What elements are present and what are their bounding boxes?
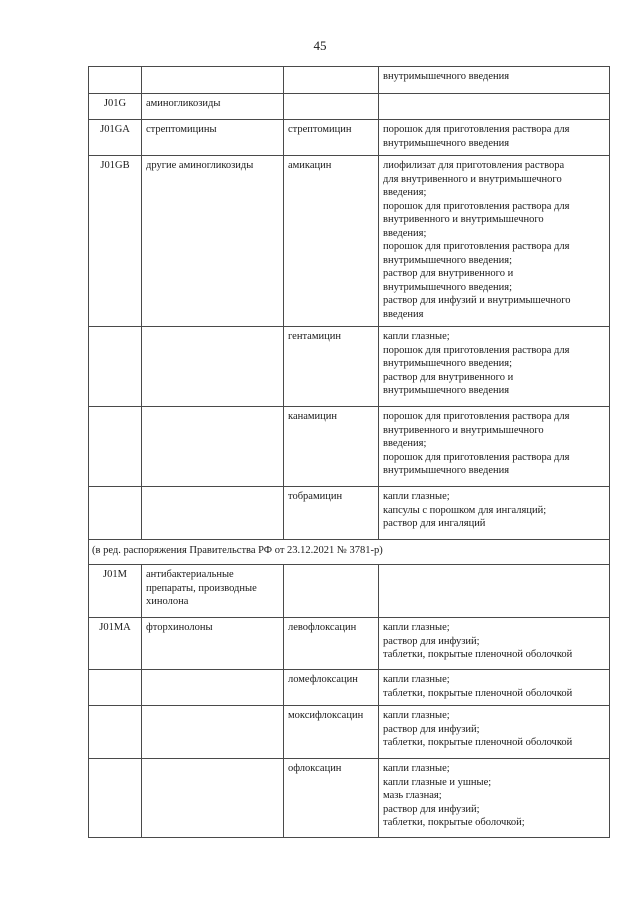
group-name-cell: стрептомицины bbox=[142, 120, 284, 156]
dosage-form-cell: капли глазные; капли глазные и ушные; мазь глазная; раствор для инфузий; таблетки, покрытые оболочкой; bbox=[379, 759, 610, 838]
group-name-cell bbox=[142, 706, 284, 759]
table-row bbox=[89, 565, 610, 618]
table-row bbox=[89, 706, 610, 759]
group-name-cell: фторхинолоны bbox=[142, 618, 284, 670]
atc-code-cell: J01G bbox=[89, 94, 142, 120]
atc-code-cell bbox=[89, 407, 142, 487]
table-row bbox=[89, 67, 610, 94]
atc-code-cell bbox=[89, 67, 142, 94]
group-name-cell bbox=[142, 759, 284, 838]
page-number: 45 bbox=[313, 38, 327, 53]
atc-code-cell: J01MA bbox=[89, 618, 142, 670]
atc-code-cell bbox=[89, 706, 142, 759]
dosage-form-cell: порошок для приготовления раствора для внутримышечного введения bbox=[379, 120, 610, 156]
group-name-cell bbox=[142, 487, 284, 540]
table-row bbox=[89, 407, 610, 487]
atc-code-cell bbox=[89, 327, 142, 407]
table-row bbox=[89, 759, 610, 838]
drug-name-cell: амикацин bbox=[284, 156, 379, 327]
amendment-note: (в ред. распоряжения Правительства РФ от 23.12.2021 № 3781-р) bbox=[89, 540, 610, 565]
table-row bbox=[89, 618, 610, 670]
table-row bbox=[89, 670, 610, 706]
group-name-cell: антибактериальные препараты, производные хинолона bbox=[142, 565, 284, 618]
group-name-cell bbox=[142, 67, 284, 94]
group-name-cell: другие аминогликозиды bbox=[142, 156, 284, 327]
drug-name-cell bbox=[284, 565, 379, 618]
drug-name-cell: канамицин bbox=[284, 407, 379, 487]
amendment-note-row bbox=[89, 540, 610, 565]
drug-name-cell: гентамицин bbox=[284, 327, 379, 407]
drug-name-cell: офлоксацин bbox=[284, 759, 379, 838]
dosage-form-cell: капли глазные; капсулы с порошком для ингаляций; раствор для ингаляций bbox=[379, 487, 610, 540]
group-name-cell: аминогликозиды bbox=[142, 94, 284, 120]
drug-name-cell: тобрамицин bbox=[284, 487, 379, 540]
table-row bbox=[89, 120, 610, 156]
atc-code-cell bbox=[89, 670, 142, 706]
dosage-form-cell: капли глазные; раствор для инфузий; таблетки, покрытые пленочной оболочкой bbox=[379, 618, 610, 670]
table-row bbox=[89, 327, 610, 407]
dosage-form-cell: внутримышечного введения bbox=[379, 67, 610, 94]
drug-name-cell: ломефлоксацин bbox=[284, 670, 379, 706]
drug-name-cell bbox=[284, 94, 379, 120]
dosage-form-cell bbox=[379, 565, 610, 618]
table-row bbox=[89, 94, 610, 120]
medicines-table bbox=[88, 66, 610, 838]
drug-name-cell: стрептомицин bbox=[284, 120, 379, 156]
dosage-form-cell: капли глазные; порошок для приготовления раствора для внутримышечного введения; раствор для внутривенного и внутримышечного введения bbox=[379, 327, 610, 407]
dosage-form-cell: лиофилизат для приготовления раствора для внутривенного и внутримышечного введения; порошок для приготовления раствора для внутривенного и внутримышечного введения; порошок для приготовления раствора для внутримышечного введения; раствор для внутривенного и внутримышечного введения; раствор для инфузий и внутримышечного введения bbox=[379, 156, 610, 327]
atc-code-cell bbox=[89, 487, 142, 540]
dosage-form-cell: капли глазные; раствор для инфузий; таблетки, покрытые пленочной оболочкой bbox=[379, 706, 610, 759]
dosage-form-cell: капли глазные; таблетки, покрытые пленочной оболочкой bbox=[379, 670, 610, 706]
dosage-form-cell: порошок для приготовления раствора для внутривенного и внутримышечного введения; порошок для приготовления раствора для внутримышечного введения bbox=[379, 407, 610, 487]
atc-code-cell bbox=[89, 759, 142, 838]
atc-code-cell: J01GB bbox=[89, 156, 142, 327]
dosage-form-cell bbox=[379, 94, 610, 120]
drug-name-cell bbox=[284, 67, 379, 94]
group-name-cell bbox=[142, 670, 284, 706]
table-row bbox=[89, 487, 610, 540]
group-name-cell bbox=[142, 407, 284, 487]
drug-name-cell: моксифлоксацин bbox=[284, 706, 379, 759]
atc-code-cell: J01GA bbox=[89, 120, 142, 156]
table-row bbox=[89, 156, 610, 327]
drug-name-cell: левофлоксацин bbox=[284, 618, 379, 670]
atc-code-cell: J01M bbox=[89, 565, 142, 618]
group-name-cell bbox=[142, 327, 284, 407]
